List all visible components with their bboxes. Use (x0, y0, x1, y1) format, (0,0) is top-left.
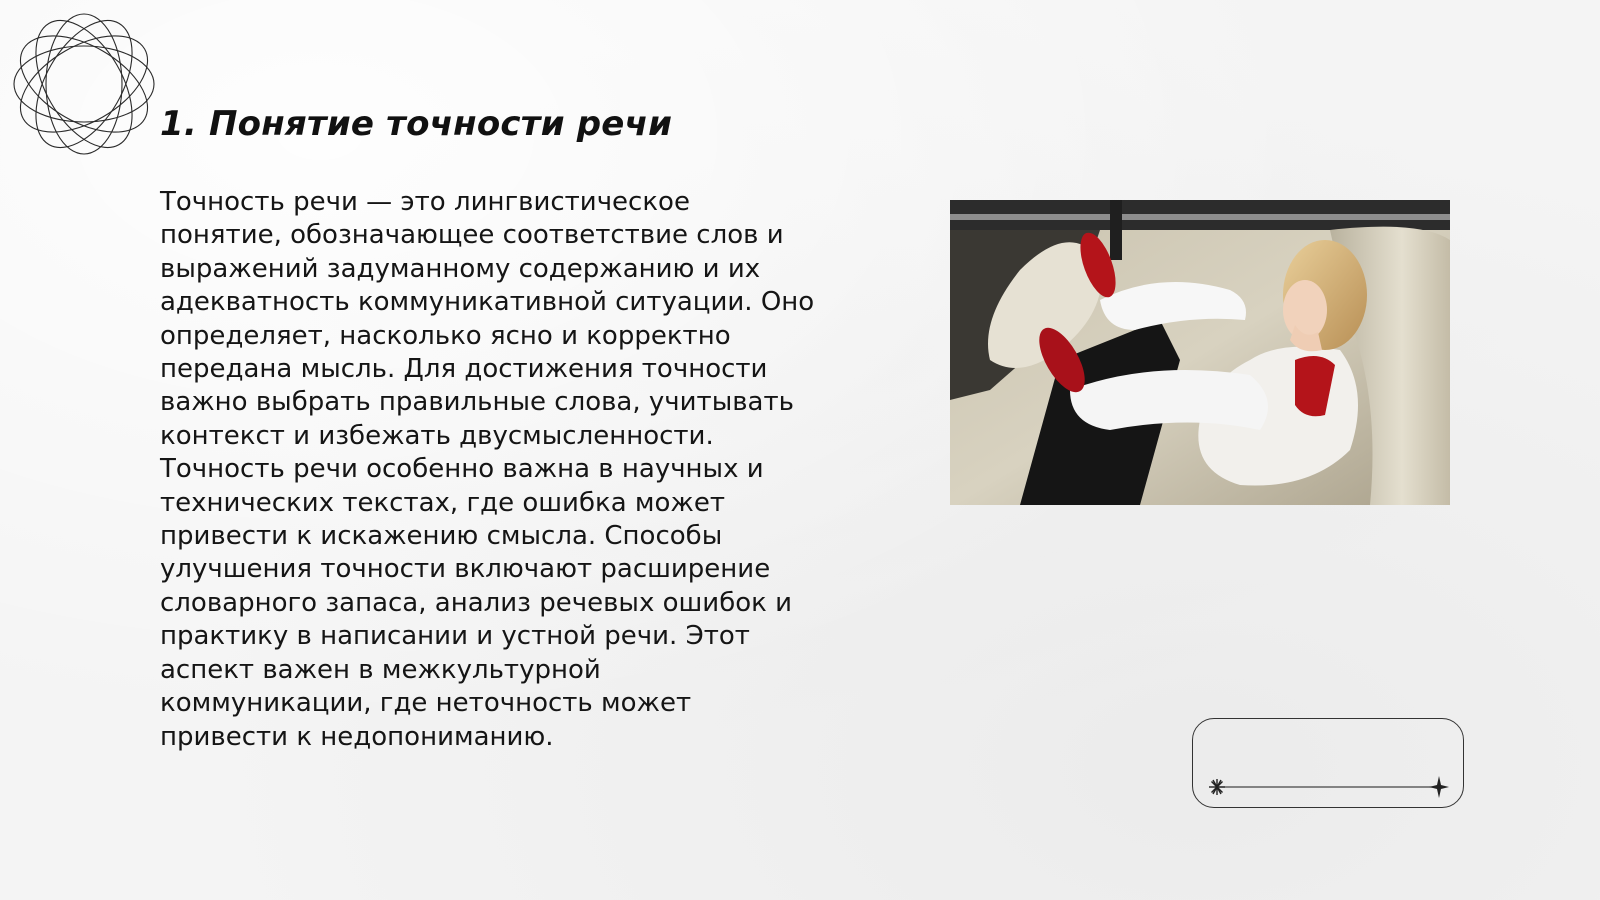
timeline-decoration (1192, 718, 1464, 808)
body-paragraph: Точность речи — это лингвистическое понятие, обозначающее соответствие слов и выражений задуманному содержанию и их адекватность коммуникативной ситуации. Оно определяет, насколько ясно и корректно передана мысль. Для достижения точности важно выбрать правильные слова, учитывать контекст и избежать двусмысленности. Точность речи особенно важна в научных и технических текстах, где ошибка может привести к искажению смысла. Способы улучшения точности включают расширение словарного запаса, анализ речевых ошибок и практику в написании и устной речи. Этот аспект важен в межкультурной коммуникации, где неточность может привести к недопониманию. (160, 187, 815, 752)
starburst-icon (1209, 779, 1225, 795)
slide-title: 1. Понятие точности речи (160, 104, 673, 144)
car-seat-photo (950, 200, 1450, 505)
photo-illustration (950, 200, 1450, 505)
timeline-line (1193, 719, 1465, 809)
sparkle-star-icon (1429, 776, 1449, 798)
orbit-rings-icon (10, 10, 158, 158)
